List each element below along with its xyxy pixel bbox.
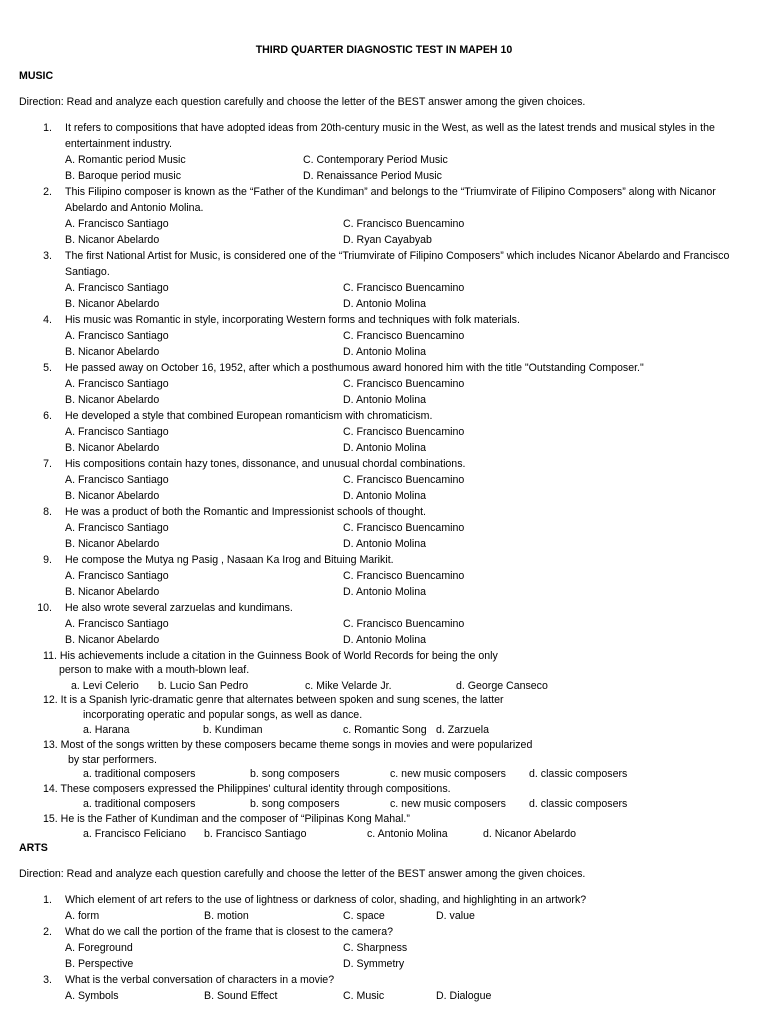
question-text: What is the verbal conversation of characters in a movie? bbox=[65, 974, 335, 986]
question-text: He developed a style that combined European romanticism with chromaticism. bbox=[65, 410, 433, 422]
question-number: 1. bbox=[43, 122, 52, 134]
question-text: He compose the Mutya ng Pasig , Nasaan Ka Irog and Bituing Marikit. bbox=[65, 554, 394, 566]
choice-b: B. Nicanor Abelardo bbox=[65, 346, 160, 358]
question-text: 12. It is a Spanish lyric-dramatic genre that alternates between spoken and sung scenes, the latter bbox=[43, 694, 504, 706]
choice-c: C. Francisco Buencamino bbox=[343, 330, 465, 342]
choice-a: A. Romantic period Music bbox=[65, 154, 186, 166]
choice-d: D. Dialogue bbox=[436, 990, 492, 1002]
choice-c: C. Francisco Buencamino bbox=[343, 218, 465, 230]
question-number: 2. bbox=[43, 186, 52, 198]
choice-d: D. value bbox=[436, 910, 475, 922]
arts-heading: ARTS bbox=[19, 842, 48, 854]
question-text: The first National Artist for Music, is considered one of the “Triumvirate of Filipino Composers” which includes Nicanor Abelardo and Francisco Santiago. bbox=[65, 250, 730, 278]
question-text: 14. These composers expressed the Philippines' cultural identity through compositions. bbox=[43, 783, 451, 795]
question-number: 3. bbox=[43, 250, 52, 262]
choice-d: D. Antonio Molina bbox=[343, 538, 427, 550]
question-text: His music was Romantic in style, incorporating Western forms and techniques with folk materials. bbox=[65, 314, 520, 326]
choice-d: D. Antonio Molina bbox=[343, 346, 427, 358]
choice-c: C. Contemporary Period Music bbox=[303, 154, 448, 166]
choice-c: C. Francisco Buencamino bbox=[343, 474, 465, 486]
choice-c: C. Music bbox=[343, 990, 385, 1002]
choice-c: C. Sharpness bbox=[343, 942, 408, 954]
choice-a: A. Francisco Santiago bbox=[65, 522, 169, 534]
choice-b: b. song composers bbox=[250, 768, 340, 780]
choice-b: B. Perspective bbox=[65, 958, 134, 970]
choice-b: b. Lucio San Pedro bbox=[158, 680, 249, 692]
question-text: 15. He is the Father of Kundiman and the composer of “Pilipinas Kong Mahal.” bbox=[43, 813, 410, 825]
page-title: THIRD QUARTER DIAGNOSTIC TEST IN MAPEH 10 bbox=[255, 44, 513, 56]
question-text: He was a product of both the Romantic and Impressionist schools of thought. bbox=[65, 506, 426, 518]
choice-d: D. Antonio Molina bbox=[343, 442, 427, 454]
choice-a: a. traditional composers bbox=[83, 768, 196, 780]
choice-b: B. Nicanor Abelardo bbox=[65, 394, 160, 406]
choice-a: A. Francisco Santiago bbox=[65, 378, 169, 390]
choice-a: a. Francisco Feliciano bbox=[83, 828, 187, 840]
choice-d: D. Antonio Molina bbox=[343, 634, 427, 646]
question-text: His compositions contain hazy tones, dissonance, and unusual chordal combinations. bbox=[65, 458, 466, 470]
question-number: 3. bbox=[43, 974, 52, 986]
choice-b: b. Francisco Santiago bbox=[204, 828, 307, 840]
choice-b: B. Nicanor Abelardo bbox=[65, 538, 160, 550]
choice-c: c. new music composers bbox=[390, 798, 506, 810]
music-heading: MUSIC bbox=[19, 70, 54, 82]
choice-b: B. Sound Effect bbox=[204, 990, 278, 1002]
question-number: 5. bbox=[43, 362, 52, 374]
choice-d: D. Antonio Molina bbox=[343, 490, 427, 502]
choice-c: c. Antonio Molina bbox=[367, 828, 448, 840]
choice-d: d. Zarzuela bbox=[436, 724, 489, 736]
choice-c: C. Francisco Buencamino bbox=[343, 570, 465, 582]
choice-d: d. Nicanor Abelardo bbox=[483, 828, 577, 840]
choice-d: D. Renaissance Period Music bbox=[303, 170, 442, 182]
question-number: 7. bbox=[43, 458, 52, 470]
choice-c: C. Francisco Buencamino bbox=[343, 618, 465, 630]
choice-c: C. Francisco Buencamino bbox=[343, 426, 465, 438]
music-direction: Direction: Read and analyze each question carefully and choose the letter of the BEST answer among the given choices. bbox=[19, 96, 586, 108]
choice-d: d. classic composers bbox=[529, 798, 628, 810]
choice-c: C. Francisco Buencamino bbox=[343, 522, 465, 534]
question-number: 1. bbox=[43, 894, 52, 906]
question-number: 8. bbox=[43, 506, 52, 518]
choice-b: B. Nicanor Abelardo bbox=[65, 490, 160, 502]
choice-a: A. Francisco Santiago bbox=[65, 282, 169, 294]
choice-c: c. new music composers bbox=[390, 768, 506, 780]
choice-a: A. Francisco Santiago bbox=[65, 570, 169, 582]
question-text: This Filipino composer is known as the “Father of the Kundiman” and belongs to the “Triumvirate of Filipino Composers” along with Nicanor Abelardo and Antonio Molina. bbox=[65, 186, 716, 214]
question-number: 2. bbox=[43, 926, 52, 938]
question-text: 11. His achievements include a citation in the Guinness Book of World Records for being the only bbox=[43, 650, 498, 662]
choice-d: D. Antonio Molina bbox=[343, 586, 427, 598]
choice-c: c. Romantic Song bbox=[343, 724, 427, 736]
choice-a: A. Francisco Santiago bbox=[65, 218, 169, 230]
choice-a: A. Francisco Santiago bbox=[65, 618, 169, 630]
question-number: 4. bbox=[43, 314, 52, 326]
choice-b: b. Kundiman bbox=[203, 724, 263, 736]
question-text: He also wrote several zarzuelas and kundimans. bbox=[65, 602, 293, 614]
question-number: 9. bbox=[43, 554, 52, 566]
question-text-continued: person to make with a mouth-blown leaf. bbox=[59, 664, 250, 676]
question-text-continued: by star performers. bbox=[68, 754, 157, 766]
choice-b: B. Nicanor Abelardo bbox=[65, 586, 160, 598]
choice-d: D. Symmetry bbox=[343, 958, 405, 970]
choice-b: B. Nicanor Abelardo bbox=[65, 298, 160, 310]
choice-a: A. Symbols bbox=[65, 990, 119, 1002]
choice-c: C. Francisco Buencamino bbox=[343, 282, 465, 294]
choice-a: A. Francisco Santiago bbox=[65, 474, 169, 486]
choice-d: d. classic composers bbox=[529, 768, 628, 780]
choice-a: a. Harana bbox=[83, 724, 130, 736]
choice-b: B. Nicanor Abelardo bbox=[65, 442, 160, 454]
choice-a: A. Francisco Santiago bbox=[65, 426, 169, 438]
choice-b: B. Nicanor Abelardo bbox=[65, 634, 160, 646]
choice-b: b. song composers bbox=[250, 798, 340, 810]
choice-a: a. traditional composers bbox=[83, 798, 196, 810]
choice-b: B. Nicanor Abelardo bbox=[65, 234, 160, 246]
question-text: What do we call the portion of the frame that is closest to the camera? bbox=[65, 926, 393, 938]
question-text-continued: incorporating operatic and popular songs, as well as dance. bbox=[83, 709, 363, 721]
choice-a: a. Levi Celerio bbox=[71, 680, 139, 692]
choice-c: C. Francisco Buencamino bbox=[343, 378, 465, 390]
choice-d: d. George Canseco bbox=[456, 680, 548, 692]
arts-direction: Direction: Read and analyze each question carefully and choose the letter of the BEST answer among the given choices. bbox=[19, 868, 586, 880]
choice-c: C. space bbox=[343, 910, 385, 922]
choice-b: B. Baroque period music bbox=[65, 170, 182, 182]
choice-b: B. motion bbox=[204, 910, 249, 922]
choice-d: D. Antonio Molina bbox=[343, 298, 427, 310]
choice-d: D. Antonio Molina bbox=[343, 394, 427, 406]
question-text: It refers to compositions that have adopted ideas from 20th-century music in the West, as well as the latest trends and musical styles in the entertainment industry. bbox=[65, 122, 715, 150]
choice-a: A. Francisco Santiago bbox=[65, 330, 169, 342]
question-text: 13. Most of the songs written by these composers became theme songs in movies and were popularized bbox=[43, 739, 533, 751]
choice-d: D. Ryan Cayabyab bbox=[343, 234, 432, 246]
question-number: 6. bbox=[43, 410, 52, 422]
question-number: 10. bbox=[37, 602, 52, 614]
question-text: Which element of art refers to the use of lightness or darkness of color, shading, and highlighting in an artwork? bbox=[65, 894, 587, 906]
choice-a: A. Foreground bbox=[65, 942, 133, 954]
choice-c: c. Mike Velarde Jr. bbox=[305, 680, 392, 692]
choice-a: A. form bbox=[65, 910, 100, 922]
question-text: He passed away on October 16, 1952, after which a posthumous award honored him with the title "Outstanding Composer." bbox=[65, 362, 644, 374]
